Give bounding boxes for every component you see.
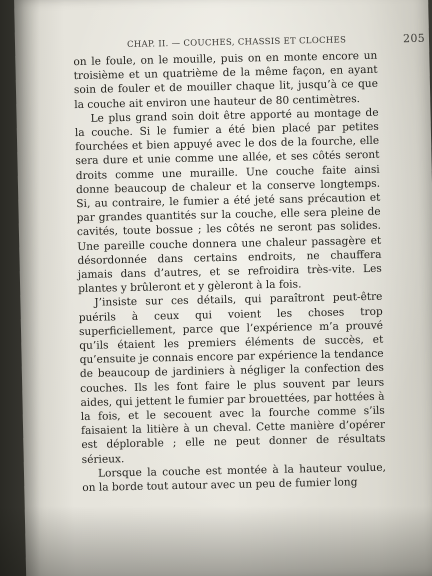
paragraph: on le foule, on le mouille, puis on en monte encore un troisième et un quatrième de la même façon, en ayant soin de fouler et de mouiller chaque lit, jusqu’à ce que la couche ait environ une hauteur de 80 centimètres.	[73, 49, 379, 111]
running-header	[115, 31, 426, 50]
chapter-title: CHAP. II. — COUCHES, CHASSIS ET CLOCHES	[126, 35, 347, 50]
paragraph: Le plus grand soin doit être apporté au montage de la couche. Si le fumier a été bien placé par petites fourchées et bien appuyé avec le dos de la fourche, elle sera dure et unie comme une allée, et ses côtés seront droits comme une muraille. Une couche faite ainsi donne beaucoup de chaleur et la conserve longtemps. Si, au contraire, le fumier a été jeté sans précaution et par grandes quantités sur la couche, elle sera pleine de cavités, toute bossue ; les côtés ne seront pas solides. Une pareille couche donnera une chaleur passagère et désordonnée dans certains endroits, ne chauffera jamais dans d’autres, et se refroidira très-vite. Les plantes y brûleront et y gèleront à la fois.	[74, 106, 382, 296]
paragraph: J’insiste sur ces détails, qui paraîtront peut-être puérils à ceux qui voient les choses trop superficiellement, parce que l’expérience m’a prouvé qu’ils étaient les premiers éléments de succès, et qu’ensuite je connais encore par expérience la tendance de beaucoup de jardiniers à négliger la confection des couches. Ils les font faire le plus souvent par leurs aides, qui jettent le fumier par brouettées, par hottées à la fois, et le secouent avec la fourche comme s’ils faisaient la litière à un cheval. Cette manière d’opérer est déplorable ; elle ne peut donner de résultats sérieux.	[78, 291, 386, 466]
page-body	[73, 49, 386, 496]
paragraph: Lorsque la couche est montée à la hauteur voulue, on la borde tout autour avec un peu de fumier long	[82, 461, 387, 495]
book-page	[14, 0, 432, 576]
page-number: 205	[402, 31, 426, 46]
